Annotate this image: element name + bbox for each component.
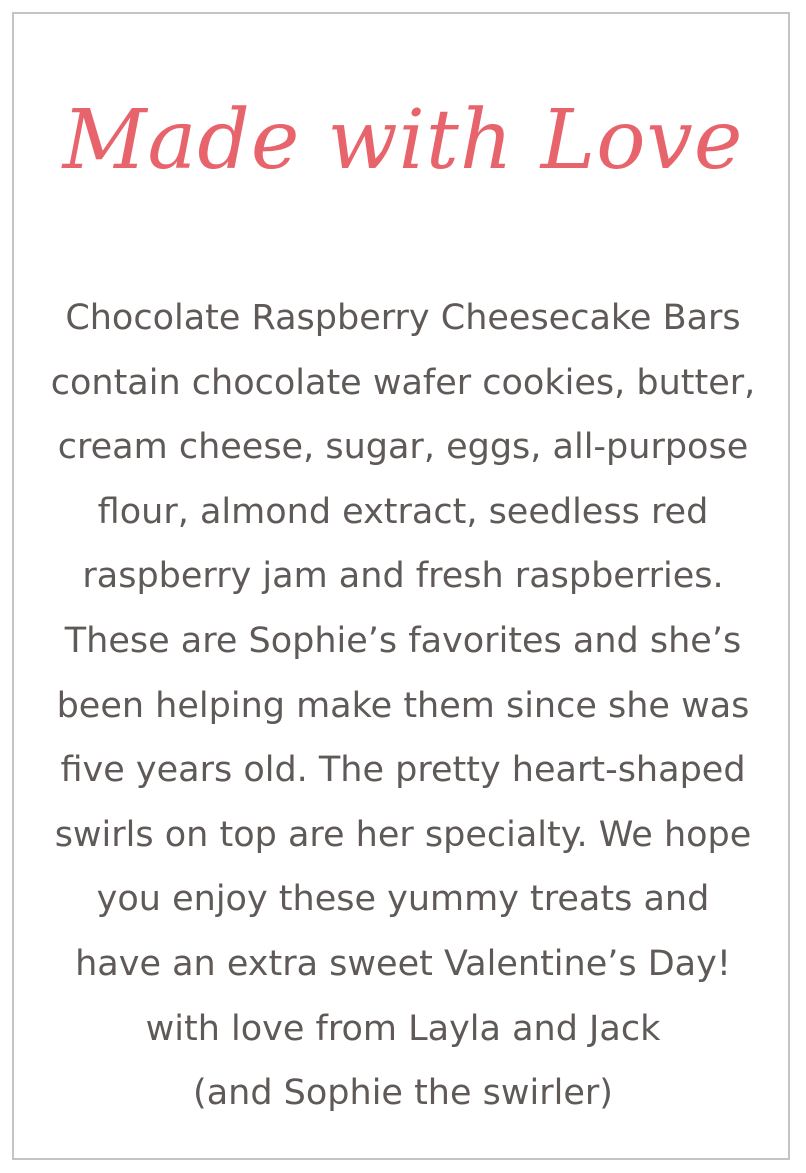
message-line: flour, almond extract, seedless red bbox=[97, 491, 709, 532]
card-message bbox=[14, 286, 792, 1126]
signature-line: (and Sophie the swirler) bbox=[193, 1073, 613, 1114]
message-line: raspberry jam and fresh raspberries. bbox=[82, 556, 724, 597]
message-line: been helping make them since she was bbox=[56, 685, 750, 726]
message-line: five years old. The pretty heart-shaped bbox=[60, 750, 746, 791]
card-title: Made with Love bbox=[62, 93, 744, 188]
message-line: you enjoy these yummy treats and bbox=[96, 879, 710, 920]
message-line: have an extra sweet Valentine’s Day! bbox=[75, 943, 731, 984]
message-line: swirls on top are her specialty. We hope bbox=[54, 814, 752, 855]
message-line: contain chocolate wafer cookies, butter, bbox=[50, 362, 756, 403]
message-line: Chocolate Raspberry Cheesecake Bars bbox=[65, 298, 741, 338]
message-line: cream cheese, sugar, eggs, all-purpose bbox=[57, 427, 749, 468]
message-line: These are Sophie’s favorites and she’s bbox=[64, 620, 742, 661]
recipe-card bbox=[12, 12, 790, 1160]
signature-line: with love from Layla and Jack bbox=[145, 1008, 661, 1049]
